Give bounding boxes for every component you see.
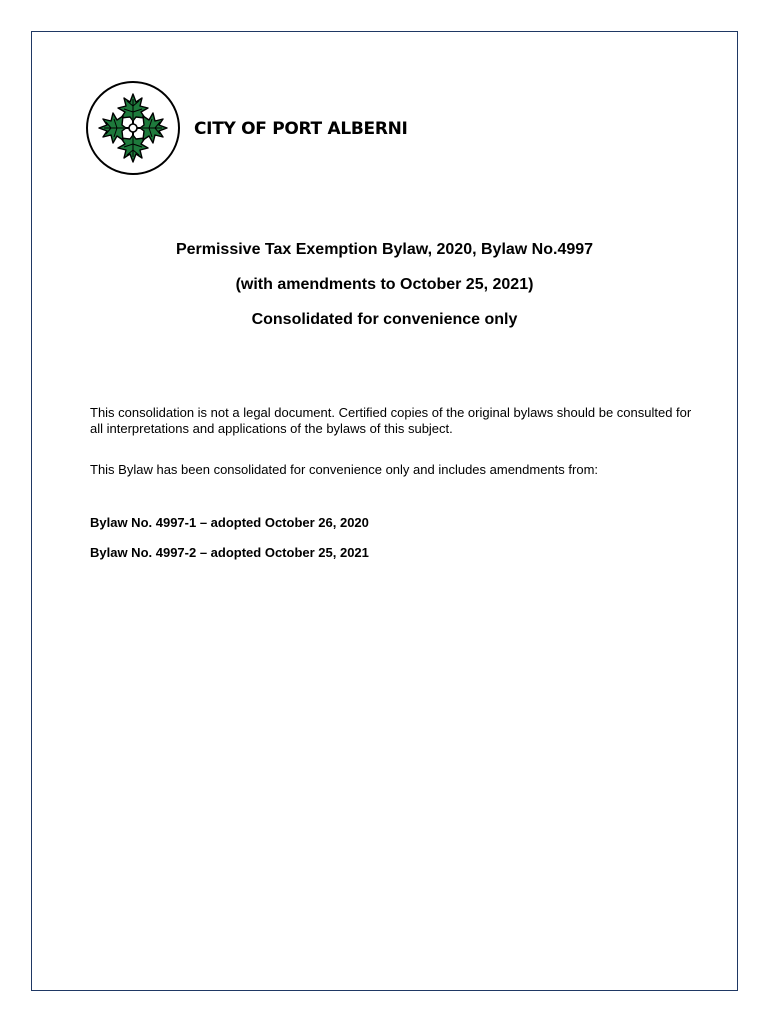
disclaimer-paragraph: This consolidation is not a legal document. Certified copies of the original bylaws should be consulted for all interpretations and applications of the bylaws of this subject. [90,405,692,436]
amendment-item: Bylaw No. 4997-2 – adopted October 25, 2021 [90,545,369,560]
amendment-date-subtitle: (with amendments to October 25, 2021) [235,276,534,293]
city-seal-icon [84,79,182,177]
consolidation-note-paragraph: This Bylaw has been consolidated for convenience only and includes amendments from: [90,462,599,477]
amendment-item: Bylaw No. 4997-1 – adopted October 26, 2020 [90,515,369,530]
bylaw-title: Permissive Tax Exemption Bylaw, 2020, Bylaw No.4997 [175,241,594,258]
organization-name: CITY OF PORT ALBERNI [194,119,408,139]
consolidation-subtitle: Consolidated for convenience only [251,311,518,328]
